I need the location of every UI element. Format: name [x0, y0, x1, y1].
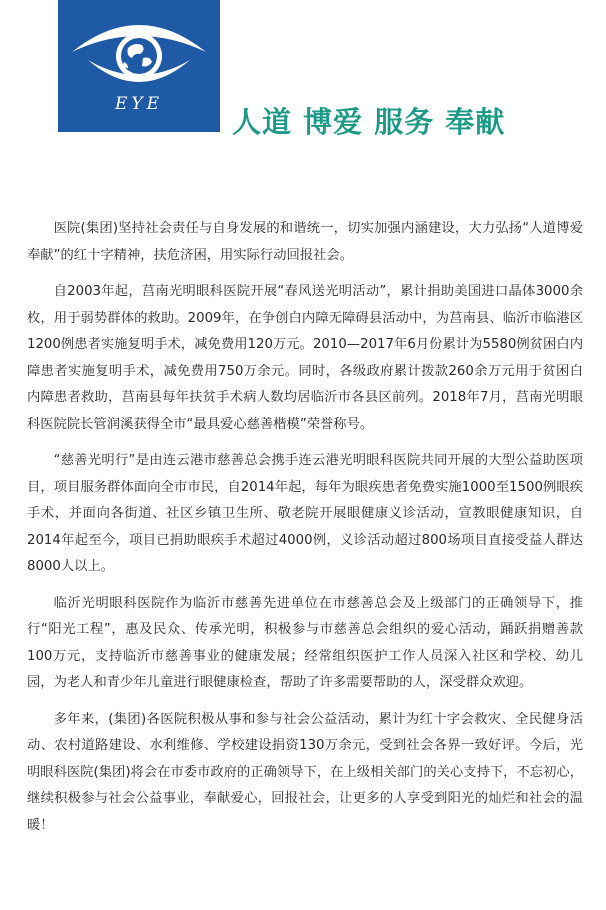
logo-text: EYE — [114, 94, 164, 114]
paragraph-linyi: 临沂光明眼科医院作为临沂市慈善先进单位在市慈善总会及上级部门的正确领导下，推行“阳光工程”，惠及民众、传承光明，积极参与市慈善总会组织的爱心活动，踊跃捐赠善款100万元，支持临沂市慈善事业的健康发展；经常组织医护工作人员深入社区和学校、幼儿园，为老人和青少年儿童进行眼健康检查，帮助了许多需要帮助的人，深受群众欢迎。 — [27, 595, 583, 690]
paragraph-summary: 多年来，(集团)各医院积极从事和参与社会公益活动，累计为红十字会救灾、全民健身活动、农村道路建设、水利维修、学校建设捐资130万余元，受到社会各界一致好评。今后，光明眼科医院(集团)将会在市委市政府的正确领导下，在上级相关部门的关心支持下，不忘初心，继续积极参与社会公益事业，奉献爱心，回报社会，让更多的人享受到阳光的灿烂和社会的温暖！ — [27, 711, 583, 833]
slogan-heading: 人道 博爱 服务 奉献 — [232, 105, 506, 139]
eye-logo — [58, 0, 220, 132]
paragraph-junan: 自2003年起，莒南光明眼科医院开展“春风送光明活动”，累计捐助美国进口晶体3000余枚，用于弱势群体的救助。2009年，在争创白内障无障碍县活动中，为莒南县、临沂市临港区1200例患者实施复明手术，减免费用120万元。2010—2017年6月份累计为5580例贫困白内障患者实施复明手术，减免费用750万余元。同时，各级政府累计拨款260余万元用于贫困白内障患者救助，莒南县每年扶贫手术病人数均居临沂市各县区前列。2018年7月，莒南光明眼科医院院长管润溪获得全市“最具爱心慈善楷模”荣誉称号。 — [27, 284, 583, 432]
article-body — [27, 216, 583, 849]
paragraph-lianyungang: “慈善光明行”是由连云港市慈善总会携手连云港光明眼科医院共同开展的大型公益助医项目，项目服务群体面向全市市民，自2014年起，每年为眼疾患者免费实施1000至1500例眼疾手术，并面向各街道、社区乡镇卫生所、敬老院开展眼健康义诊活动，宣教眼健康知识，自2014年起至今，项目已捐助眼疾手术超过4000例，义诊活动超过800场项目直接受益人群达8000人以上。 — [27, 453, 583, 574]
paragraph-intro: 医院(集团)坚持社会责任与自身发展的和谐统一，切实加强内涵建设，大力弘扬“人道博爱奉献”的红十字精神，扶危济困，用实际行动回报社会。 — [27, 221, 583, 263]
